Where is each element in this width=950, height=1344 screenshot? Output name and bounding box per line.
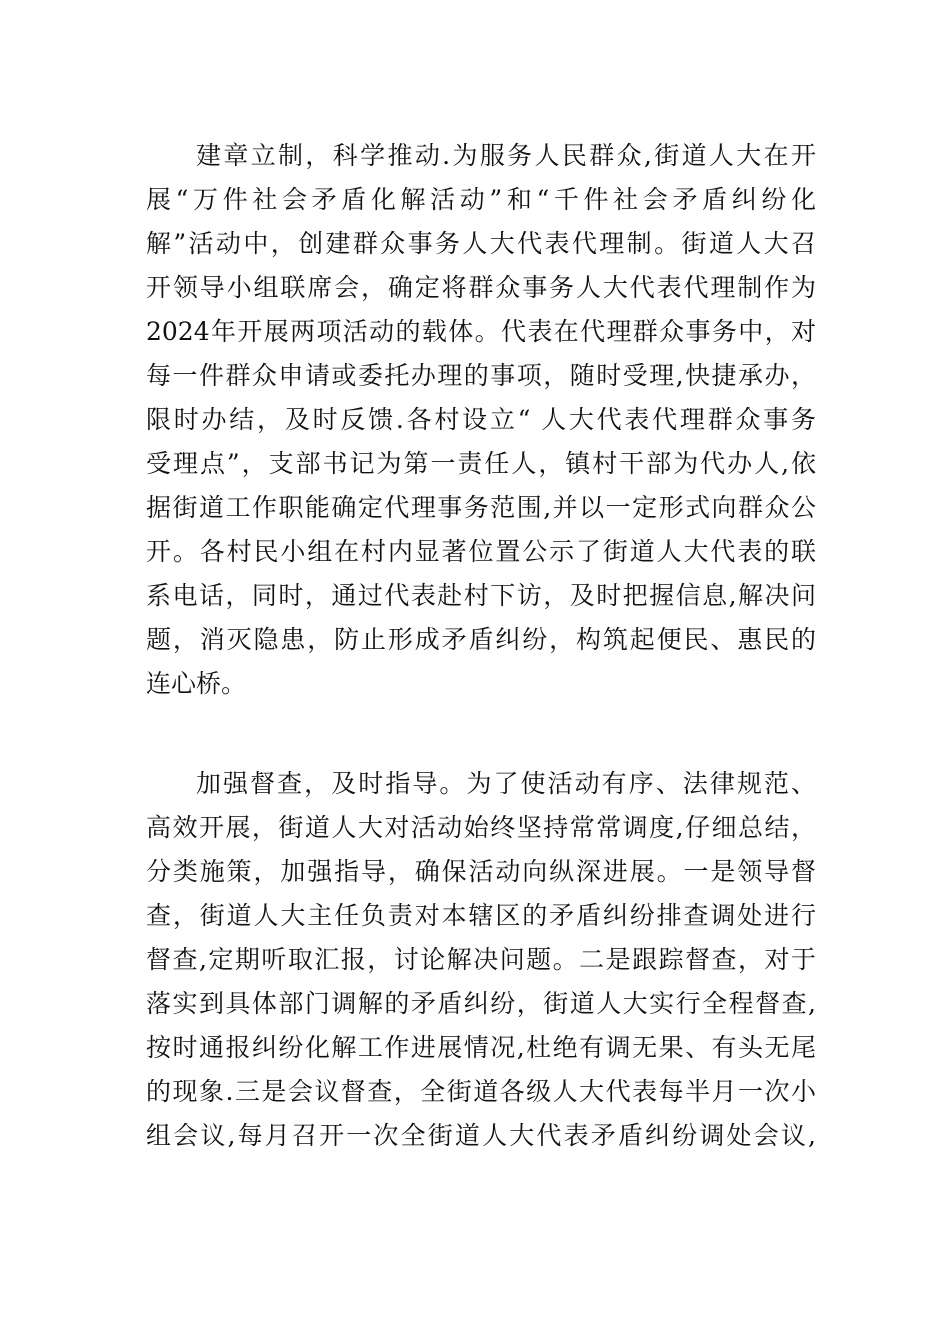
paragraph-line: 连心桥。 — [146, 669, 247, 698]
paragraph-line: 题，消灭隐患，防止形成矛盾纠纷，构筑起便民、惠民的 — [146, 625, 816, 654]
paragraph-line: 据街道工作职能确定代理事务范围,并以一定形式向群众公 — [146, 493, 816, 522]
paragraph-line: 按时通报纠纷化解工作进展情况,杜绝有调无果、有头无尾 — [146, 1033, 816, 1062]
paragraph-line: 限时办结，及时反馈.各村设立“ 人大代表代理群众事务 — [146, 405, 816, 434]
paragraph-line: 受理点”，支部书记为第一责任人，镇村干部为代办人,依 — [146, 449, 816, 478]
paragraph-line: 加强督查，及时指导。为了使活动有序、法律规范、 — [196, 769, 816, 798]
paragraph-line: 开领导小组联席会，确定将群众事务人大代表代理制作为 — [146, 273, 816, 302]
paragraph-line: 开。各村民小组在村内显著位置公示了街道人大代表的联 — [146, 537, 816, 566]
paragraph-line: 展“万件社会矛盾化解活动”和“千件社会矛盾纠纷化 — [146, 185, 816, 214]
paragraph-line: 系电话，同时，通过代表赴村下访，及时把握信息,解决问 — [146, 581, 816, 610]
paragraph-line: 高效开展，街道人大对活动始终坚持常常调度,仔细总结， — [146, 813, 816, 842]
paragraph-line: 每一件群众申请或委托办理的事项，随时受理,快捷承办， — [146, 361, 816, 390]
paragraph-line: 解”活动中，创建群众事务人大代表代理制。街道人大召 — [146, 229, 816, 258]
paragraph-line: 的现象.三是会议督查，全街道各级人大代表每半月一次小 — [146, 1077, 816, 1106]
paragraph-line: 2024年开展两项活动的载体。代表在代理群众事务中，对 — [146, 317, 816, 346]
paragraph-1 — [146, 134, 816, 706]
paragraph-line: 分类施策，加强指导，确保活动向纵深进展。一是领导督 — [146, 857, 816, 886]
paragraph-line: 查，街道人大主任负责对本辖区的矛盾纠纷排查调处进行 — [146, 901, 816, 930]
paragraph-2 — [146, 762, 816, 1158]
paragraph-line: 组会议,每月召开一次全街道人大代表矛盾纠纷调处会议, — [146, 1121, 816, 1150]
paragraph-line: 督查,定期听取汇报，讨论解决问题。二是跟踪督查，对于 — [146, 945, 816, 974]
paragraph-line: 建章立制，科学推动.为服务人民群众,街道人大在开 — [196, 141, 816, 170]
paragraph-line: 落实到具体部门调解的矛盾纠纷，街道人大实行全程督查, — [146, 989, 816, 1018]
